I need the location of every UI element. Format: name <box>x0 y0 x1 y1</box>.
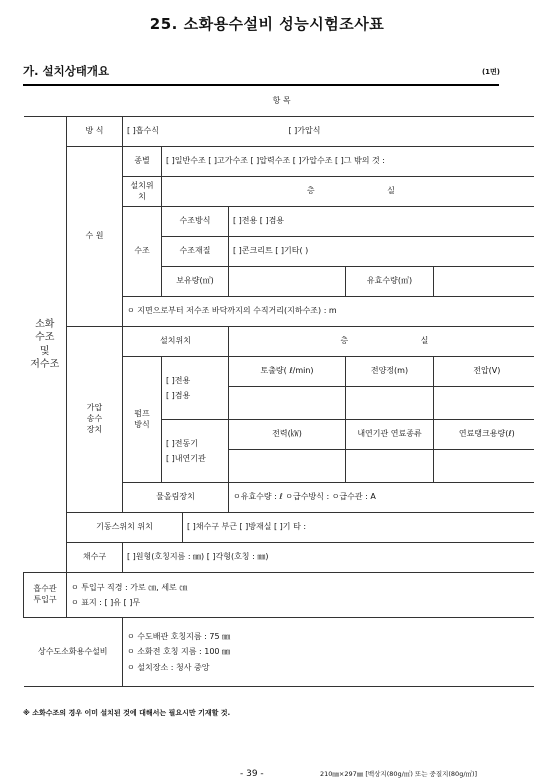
suction-inlet-label: 흡수관 투입구 <box>24 573 67 618</box>
fuel-type-value <box>346 450 434 483</box>
hydrant-diameter-line: ㅇ 소화전 호칭 지름 : 100 ㎜ <box>127 647 231 657</box>
fuel-type-label: 내연기관 연료종류 <box>346 420 434 450</box>
inspection-form-table <box>23 86 534 687</box>
water-source-label: 수 원 <box>67 147 123 327</box>
pump-label: 가압 송수 장치 <box>67 327 123 513</box>
inlet-sign-line: ㅇ 표지 : [ ]유 [ ]무 <box>71 598 141 607</box>
pump-location-label: 설치위치 <box>123 327 229 357</box>
voltage-value <box>434 387 534 420</box>
discharge-value <box>229 387 346 420</box>
paper-spec: 210㎜×297㎜ [백상지(80g/㎡) 또는 중질지(80g/㎡)] <box>320 770 478 778</box>
power-value <box>229 450 346 483</box>
voltage-label: 전압(V) <box>434 357 534 387</box>
head-label: 전양정(m) <box>346 357 434 387</box>
pump-method-label: 펌프 방식 <box>123 357 162 483</box>
inlet-diameter-line: ㅇ 투입구 직경 : 가로 ㎝, 세로 ㎝ <box>71 582 188 592</box>
method-option-pressure: [ ]가압식 <box>285 117 534 147</box>
footnote: ※ 소화수조의 경우 이미 설치된 것에 대해서는 필요시만 기재할 것. <box>23 709 231 717</box>
discharge-label: 토출량( ℓ/min) <box>229 357 346 387</box>
tank-location-value: 층 실 <box>162 177 534 207</box>
intake-label: 채수구 <box>67 543 123 573</box>
sheet-number: (1면) <box>481 68 500 76</box>
tank-type-label: 수조방식 <box>162 207 229 237</box>
start-switch-value: [ ]채수구 부근 [ ]방재실 [ ]기 타 : <box>183 513 500 543</box>
tank-label: 수조 <box>123 207 162 297</box>
tank-kind-value: [ ]일반수조 [ ]고가수조 [ ]압력수조 [ ]가압수조 [ ]그 밖의 것 : <box>162 147 534 177</box>
page-number: - 39 - <box>240 769 264 779</box>
tank-material-label: 수조재질 <box>162 237 229 267</box>
page-title: 25. 소화용수설비 성능시험조사표 <box>149 15 385 33</box>
tank-kind-label: 종별 <box>123 147 162 177</box>
pump-use-options: [ ]전용 [ ]겸용 <box>162 357 229 420</box>
method-option-suction: [ ]흡수식 <box>123 117 285 147</box>
group-label: 소화 수조 및 저수조 <box>24 117 67 573</box>
effective-volume-label: 유효수량(㎥) <box>346 267 434 297</box>
tank-type-value: [ ]전용 [ ]겸용 <box>229 207 534 237</box>
fuel-tank-label: 연료탱크용량(ℓ) <box>434 420 534 450</box>
capacity-value <box>229 267 346 297</box>
install-location-line: ㅇ 설치장소 : 청사 중앙 <box>127 662 210 672</box>
effective-volume-value <box>434 267 534 297</box>
tank-material-value: [ ]콘크리트 [ ]기타( ) <box>229 237 534 267</box>
intake-value: [ ]원형(호칭지름 : ㎜) [ ]각형(호칭 : ㎜) <box>123 543 534 573</box>
start-switch-label: 기동스위치 위치 <box>67 513 183 543</box>
priming-value: ㅇ유효수량 : ℓ ㅇ급수방식 : ㅇ급수관 : A <box>229 483 534 513</box>
section-heading: 가. 설치상태개요 <box>23 64 110 78</box>
pump-location-value: 층 실 <box>229 327 534 357</box>
method-label: 방 식 <box>67 117 123 147</box>
power-label: 전력(㎾) <box>229 420 346 450</box>
head-value <box>346 387 434 420</box>
vertical-distance-note: ㅇ 지면으로부터 저수조 바닥까지의 수직거리(지하수조) : m <box>123 297 534 327</box>
main-pipe-line: ㅇ 수도배관 호칭지름 : 75 ㎜ <box>127 631 231 641</box>
tank-location-label: 설치위치 <box>123 177 162 207</box>
priming-label: 물올림장치 <box>123 483 229 513</box>
header-item: 항 목 <box>24 86 534 117</box>
hydrant-label: 상수도소화용수설비 <box>24 618 123 687</box>
fuel-tank-value <box>434 450 534 483</box>
capacity-label: 보유량(㎥) <box>162 267 229 297</box>
pump-drive-options: [ ]전동기 [ ]내연기관 <box>162 420 229 483</box>
